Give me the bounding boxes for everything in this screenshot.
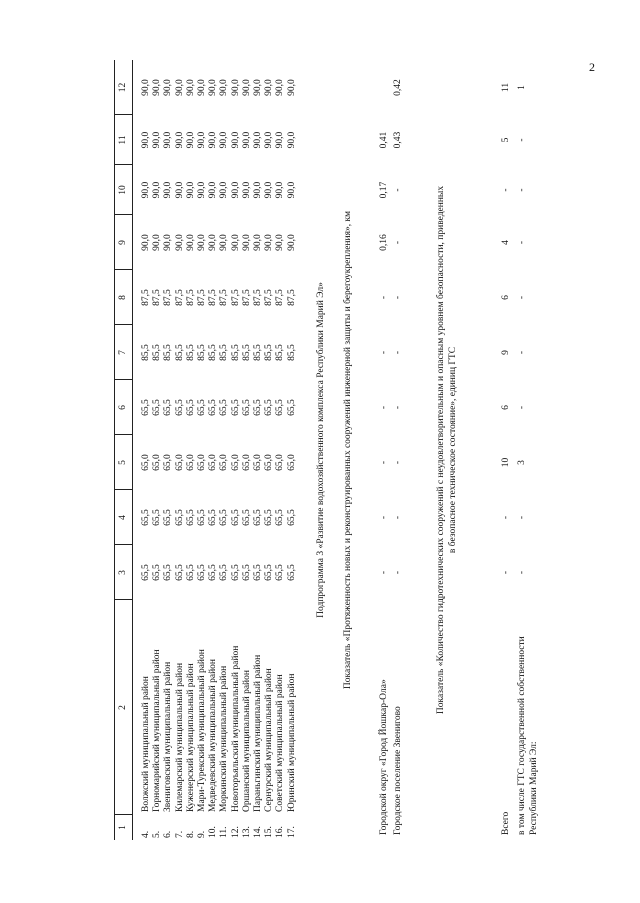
table-value: 65,5 xyxy=(174,509,185,526)
table-value: 65,5 xyxy=(275,509,286,526)
table-value: 85,5 xyxy=(253,344,263,361)
table-value: 0,17 xyxy=(379,181,389,199)
table-value: 85,5 xyxy=(174,344,185,361)
row-number: 7. xyxy=(174,830,185,838)
table-value: 90,0 xyxy=(208,79,219,96)
table-value: 90,0 xyxy=(141,181,151,199)
table-value: - xyxy=(517,295,527,300)
table-value: 87,5 xyxy=(275,289,286,306)
table-value: 90,0 xyxy=(152,79,163,96)
subprogram-title: Подпрограмма 3 «Развитие водохозяйственного комплекса Республики Марий Эл» xyxy=(316,282,326,618)
indicator-title: в безопасное техническое состояние», единиц ГТС xyxy=(448,346,458,554)
table-value: 90,0 xyxy=(208,181,219,199)
district-name: Горномарийский муниципальный район xyxy=(152,649,163,812)
table-value: 90,0 xyxy=(185,79,196,96)
table-value: 90,0 xyxy=(264,181,275,199)
table-value: - xyxy=(393,350,403,355)
territory-name: Городское поселение Звенигово xyxy=(393,706,403,835)
table-value: 65,5 xyxy=(241,399,252,416)
table-value: 90,0 xyxy=(163,181,174,199)
district-name: Юринский муниципальный район xyxy=(286,673,297,812)
table-value: 65,5 xyxy=(208,399,219,416)
table-value: 90,0 xyxy=(219,79,230,96)
table-value: 90,0 xyxy=(253,181,263,199)
district-name: Советский муниципальный район xyxy=(275,674,286,812)
table-value: 65,5 xyxy=(264,564,275,581)
table-value: 65,0 xyxy=(141,454,151,471)
table-value: 65,0 xyxy=(219,454,230,471)
table-value: 65,0 xyxy=(185,454,196,471)
table-value: 65,5 xyxy=(141,509,151,526)
table-value: 90,0 xyxy=(141,234,151,251)
table-value: - xyxy=(393,405,403,410)
table-value: 65,5 xyxy=(152,399,163,416)
column-header: 3 xyxy=(118,570,128,575)
table-value: 1 xyxy=(517,85,527,90)
table-value: - xyxy=(517,405,527,410)
table-value: 87,5 xyxy=(241,289,252,306)
table-value: 90,0 xyxy=(163,131,174,149)
district-name: Медведевский муниципальный район xyxy=(208,659,219,812)
table-value: 85,5 xyxy=(275,344,286,361)
row-number: 10. xyxy=(208,826,219,838)
table-value: 87,5 xyxy=(208,289,219,306)
table-value: 90,0 xyxy=(275,79,286,96)
table-value: - xyxy=(517,240,527,245)
table-value: 87,5 xyxy=(174,289,185,306)
table-value: 90,0 xyxy=(219,181,230,199)
table-value: 65,5 xyxy=(230,399,241,416)
table-value: 90,0 xyxy=(208,234,219,251)
district-name: Килемарский муниципальный район xyxy=(174,662,185,812)
table-value: 87,5 xyxy=(152,289,163,306)
table-value: 65,5 xyxy=(174,564,185,581)
district-name: Оршанский муниципальный район xyxy=(241,670,252,812)
row-number: 15. xyxy=(264,826,275,838)
table-value: 90,0 xyxy=(275,131,286,149)
district-name: Сернурский муниципальный район xyxy=(264,668,275,812)
column-header: 7 xyxy=(118,350,128,355)
table-value: 90,0 xyxy=(241,234,252,251)
table-value: 85,5 xyxy=(241,344,252,361)
table-value: 65,5 xyxy=(253,399,263,416)
table-value: 90,0 xyxy=(253,234,263,251)
column-header: 5 xyxy=(118,460,128,465)
column-header: 1 xyxy=(118,825,128,830)
table-value: 65,5 xyxy=(275,564,286,581)
table-value: 90,0 xyxy=(264,79,275,96)
table-value: 90,0 xyxy=(174,131,185,149)
table-value: 3 xyxy=(517,460,527,465)
row-number: 5. xyxy=(152,830,163,838)
column-header: 4 xyxy=(118,515,128,520)
column-header: 12 xyxy=(118,82,128,93)
column-header: 2 xyxy=(118,705,128,710)
table-value: 65,5 xyxy=(163,399,174,416)
table-value: 0,42 xyxy=(393,79,403,96)
table-value: 90,0 xyxy=(163,234,174,251)
table-value: 65,5 xyxy=(219,564,230,581)
table-value: 65,0 xyxy=(152,454,163,471)
table-value: 90,0 xyxy=(264,234,275,251)
table-value: 65,5 xyxy=(275,399,286,416)
table-value: 90,0 xyxy=(286,181,297,199)
table-value: 90,0 xyxy=(152,234,163,251)
table-value: 90,0 xyxy=(197,181,207,199)
table-value: - xyxy=(517,350,527,355)
table-value: 65,5 xyxy=(208,509,219,526)
indicator-title: Показатель «Количество гидротехнических сооружений с неудовлетворительным и опасным уровнем безопасности, приведенных xyxy=(436,185,446,715)
table-value: 11 xyxy=(501,82,511,93)
table-value: - xyxy=(393,570,403,575)
table-value: 65,5 xyxy=(253,509,263,526)
table-value: 65,5 xyxy=(152,509,163,526)
row-number: 17. xyxy=(286,826,297,838)
table-value: 65,5 xyxy=(163,509,174,526)
table-value: 90,0 xyxy=(241,181,252,199)
table-value: 90,0 xyxy=(197,79,207,96)
row-number: 6. xyxy=(163,830,174,838)
table-value: 65,5 xyxy=(241,509,252,526)
table-value: 65,0 xyxy=(275,454,286,471)
table-value: 65,5 xyxy=(286,509,297,526)
table-value: 90,0 xyxy=(253,131,263,149)
page-number: 2 xyxy=(589,60,595,74)
table-value: 90,0 xyxy=(141,131,151,149)
table-value: 65,5 xyxy=(208,564,219,581)
table-value: 90,0 xyxy=(185,181,196,199)
table-rule xyxy=(132,60,133,840)
row-number: 9. xyxy=(197,830,207,838)
table-value: 0,43 xyxy=(393,131,403,149)
table-value: 90,0 xyxy=(185,234,196,251)
column-header: 8 xyxy=(118,295,128,300)
table-value: 85,5 xyxy=(286,344,297,361)
table-value: - xyxy=(379,515,389,520)
district-name: Мари-Турекский муниципальный район xyxy=(197,649,207,812)
table-value: 90,0 xyxy=(197,234,207,251)
table-value: 65,0 xyxy=(174,454,185,471)
table-value: - xyxy=(379,295,389,300)
table-value: 90,0 xyxy=(241,79,252,96)
table-value: 90,0 xyxy=(253,79,263,96)
table-value: 65,5 xyxy=(286,399,297,416)
table-value: 85,5 xyxy=(230,344,241,361)
table-value: 65,0 xyxy=(230,454,241,471)
table-value: 90,0 xyxy=(219,234,230,251)
table-value: 0,41 xyxy=(379,131,389,149)
column-header: 6 xyxy=(118,405,128,410)
total-label: Всего xyxy=(501,811,511,835)
table-value: - xyxy=(501,188,511,192)
table-value: 65,5 xyxy=(185,564,196,581)
table-value: 90,0 xyxy=(230,234,241,251)
table-value: 87,5 xyxy=(163,289,174,306)
table-value: 85,5 xyxy=(208,344,219,361)
table-value: 90,0 xyxy=(286,234,297,251)
table-value: 10 xyxy=(501,457,511,468)
table-value: 65,5 xyxy=(219,509,230,526)
table-value: 87,5 xyxy=(253,289,263,306)
table-value: 65,5 xyxy=(174,399,185,416)
table-value: 65,5 xyxy=(219,399,230,416)
table-value: 87,5 xyxy=(230,289,241,306)
table-value: 65,5 xyxy=(141,399,151,416)
table-rule xyxy=(114,60,115,840)
table-value: 87,5 xyxy=(219,289,230,306)
row-number: 14. xyxy=(253,826,263,838)
table-value: 65,5 xyxy=(253,564,263,581)
table-value: 65,5 xyxy=(185,399,196,416)
table-value: - xyxy=(517,570,527,575)
row-number: 11. xyxy=(219,826,230,838)
table-value: 65,5 xyxy=(152,564,163,581)
table-value: 90,0 xyxy=(174,79,185,96)
table-value: 85,5 xyxy=(264,344,275,361)
table-value: - xyxy=(379,570,389,575)
table-value: 65,0 xyxy=(264,454,275,471)
row-number: 8. xyxy=(185,830,196,838)
district-name: Звениговский муниципальный район xyxy=(163,661,174,812)
table-value: 65,5 xyxy=(185,509,196,526)
district-name: Параньгинский муниципальный район xyxy=(253,654,263,812)
table-value: 65,5 xyxy=(264,509,275,526)
table-value: 65,5 xyxy=(141,564,151,581)
subtotal-label: Республики Марий Эл: xyxy=(529,741,539,835)
table-value: 85,5 xyxy=(141,344,151,361)
table-value: 85,5 xyxy=(219,344,230,361)
table-value: - xyxy=(379,460,389,465)
table-value: 5 xyxy=(501,137,511,143)
table-value: 90,0 xyxy=(163,79,174,96)
table-value: 90,0 xyxy=(264,131,275,149)
territory-name: Городской округ «Город Йошкар-Ола» xyxy=(379,679,389,835)
table-value: - xyxy=(393,188,403,192)
district-name: Моркинский муниципальный район xyxy=(219,665,230,812)
row-number: 13. xyxy=(241,826,252,838)
district-name: Волжский муниципальный район xyxy=(141,676,151,812)
table-value: 0,16 xyxy=(379,234,389,251)
table-value: 65,0 xyxy=(241,454,252,471)
table-value: 65,5 xyxy=(230,564,241,581)
table-value: 65,5 xyxy=(197,399,207,416)
table-value: 90,0 xyxy=(241,131,252,149)
table-value: - xyxy=(517,138,527,142)
table-value: 90,0 xyxy=(230,131,241,149)
row-number: 12. xyxy=(230,826,241,838)
table-value: 90,0 xyxy=(208,131,219,149)
table-value: - xyxy=(517,188,527,192)
table-value: 87,5 xyxy=(286,289,297,306)
table-value: 85,5 xyxy=(152,344,163,361)
indicator-title: Показатель «Протяженность новых и реконструированных сооружений инженерной защиты и берегоукрепления», км xyxy=(343,210,353,690)
table-value: 65,5 xyxy=(286,564,297,581)
table-value: 65,0 xyxy=(163,454,174,471)
table-value: - xyxy=(393,515,403,520)
table-value: - xyxy=(517,515,527,520)
table-value: 90,0 xyxy=(197,131,207,149)
table-value: 65,5 xyxy=(163,564,174,581)
table-value: 85,5 xyxy=(185,344,196,361)
table-value: 65,5 xyxy=(230,509,241,526)
table-value: 90,0 xyxy=(286,79,297,96)
table-value: 65,5 xyxy=(264,399,275,416)
table-value: 90,0 xyxy=(230,79,241,96)
table-value: 65,0 xyxy=(208,454,219,471)
table-value: 90,0 xyxy=(141,79,151,96)
table-value: - xyxy=(393,240,403,245)
table-value: - xyxy=(393,295,403,300)
table-value: 65,0 xyxy=(286,454,297,471)
subtotal-label: в том числе ГТС государственной собственности xyxy=(517,636,527,835)
district-name: Новоторъяльский муниципальный район xyxy=(230,645,241,812)
table-value: - xyxy=(379,405,389,410)
table-value: 4 xyxy=(501,240,511,245)
table-value: 90,0 xyxy=(174,234,185,251)
row-number: 4. xyxy=(141,830,151,838)
column-header: 10 xyxy=(118,185,128,195)
table-value: 87,5 xyxy=(141,289,151,306)
table-value: 87,5 xyxy=(264,289,275,306)
table-value: - xyxy=(379,350,389,355)
table-value: 65,0 xyxy=(253,454,263,471)
table-value: - xyxy=(393,460,403,465)
table-value: 6 xyxy=(501,405,511,410)
table-value: 90,0 xyxy=(174,181,185,199)
column-header: 11 xyxy=(118,135,128,145)
row-number: 16. xyxy=(275,826,286,838)
table-value: 65,5 xyxy=(197,564,207,581)
table-value: 87,5 xyxy=(197,289,207,306)
table-value: - xyxy=(501,515,511,520)
table-value: 90,0 xyxy=(275,181,286,199)
table-value: 90,0 xyxy=(185,131,196,149)
table-value: 65,5 xyxy=(241,564,252,581)
table-value: 85,5 xyxy=(163,344,174,361)
table-value: 85,5 xyxy=(197,344,207,361)
table-value: 90,0 xyxy=(219,131,230,149)
district-name: Куженерский муниципальный район xyxy=(185,663,196,812)
rotated-table-area xyxy=(110,60,610,840)
table-value: - xyxy=(501,570,511,575)
table-value: 87,5 xyxy=(185,289,196,306)
table-value: 65,0 xyxy=(197,454,207,471)
table-value: 90,0 xyxy=(152,181,163,199)
table-value: 6 xyxy=(501,295,511,300)
column-header: 9 xyxy=(118,240,128,245)
table-value: 90,0 xyxy=(286,131,297,149)
table-value: 65,5 xyxy=(197,509,207,526)
table-value: 90,0 xyxy=(275,234,286,251)
table-value: 9 xyxy=(501,350,511,355)
table-value: 90,0 xyxy=(230,181,241,199)
table-value: 90,0 xyxy=(152,131,163,149)
